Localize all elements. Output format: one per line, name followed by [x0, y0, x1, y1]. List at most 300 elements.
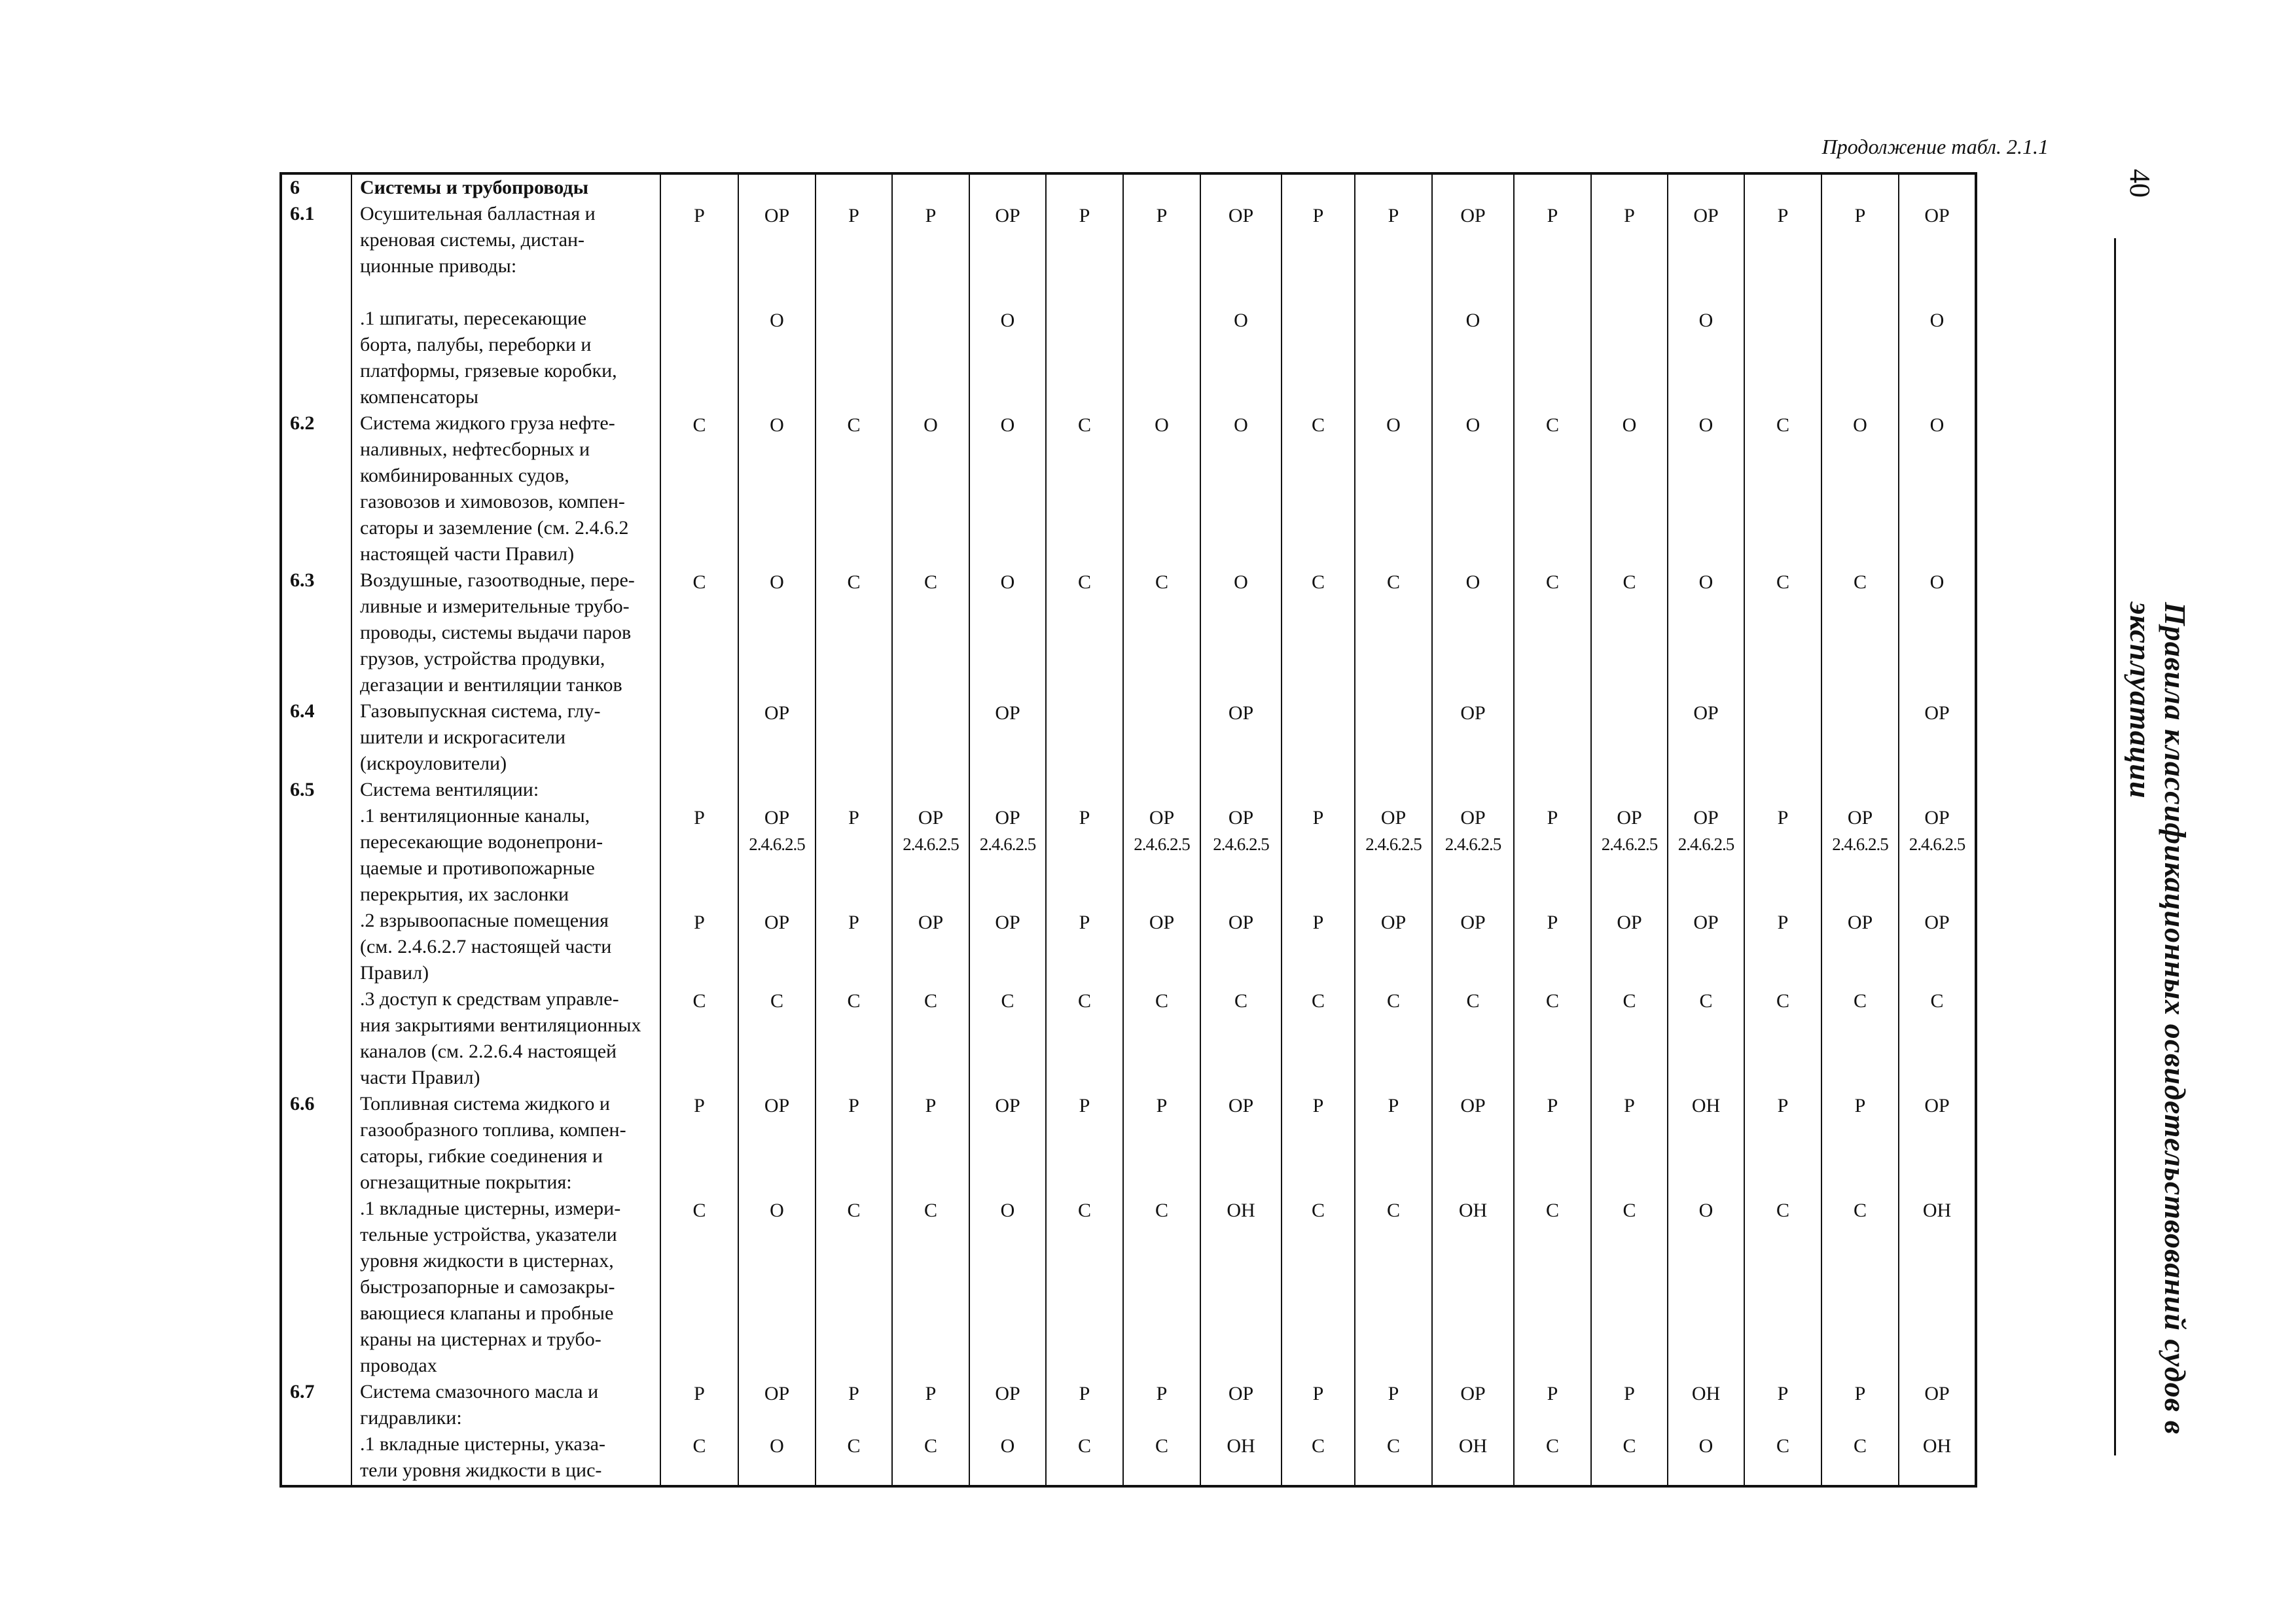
survey-code: О	[1234, 310, 1248, 331]
survey-cell	[1282, 201, 1355, 306]
description-line: креновая системы, дистан-	[360, 229, 585, 251]
table-row	[281, 201, 1976, 306]
survey-cell	[1355, 698, 1432, 777]
survey-cell	[1668, 698, 1744, 777]
survey-cell	[969, 698, 1046, 777]
description-line: газообразного топлива, компен-	[360, 1119, 626, 1141]
survey-cell	[1046, 803, 1123, 908]
survey-code: С	[1545, 1200, 1559, 1221]
table-row	[281, 567, 1976, 698]
survey-code: С	[1386, 990, 1400, 1012]
survey-cell	[1899, 306, 1976, 410]
survey-code: О	[1853, 414, 1867, 436]
survey-code: Р	[848, 912, 859, 933]
description-line: дегазации и вентиляции танков	[360, 674, 622, 696]
survey-cell	[1744, 1091, 1821, 1196]
survey-cell	[816, 698, 892, 777]
table-continuation-caption: Продолжение табл. 2.1.1	[1821, 135, 2049, 158]
description-line: саторы и заземление (см. 2.4.6.2	[360, 517, 629, 539]
survey-cell	[816, 1091, 892, 1196]
survey-cell	[816, 1196, 892, 1379]
survey-cell	[969, 1091, 1046, 1196]
survey-cell	[1123, 698, 1200, 777]
survey-code: ОР	[995, 702, 1020, 724]
survey-code: С	[1077, 414, 1091, 436]
description-line: борта, палубы, переборки и	[360, 334, 592, 355]
survey-cell	[969, 986, 1046, 1091]
survey-cell	[1899, 803, 1976, 908]
survey-code: Р	[694, 205, 705, 226]
survey-code: С	[1155, 990, 1168, 1012]
row-number	[281, 1431, 351, 1486]
survey-code: С	[692, 414, 706, 436]
survey-code: О	[1000, 310, 1015, 331]
survey-cell	[1282, 1379, 1355, 1431]
survey-code: С	[1311, 571, 1325, 593]
survey-code: О	[1698, 310, 1713, 331]
survey-cell	[738, 698, 816, 777]
row-number	[281, 908, 351, 986]
survey-code: Р	[1624, 1383, 1635, 1404]
survey-cell	[1046, 410, 1123, 567]
survey-code: ОР	[1460, 1095, 1486, 1116]
survey-code: Р	[848, 1095, 859, 1116]
survey-code: С	[847, 990, 861, 1012]
survey-cell	[1821, 908, 1899, 986]
survey-code: О	[1155, 414, 1169, 436]
survey-cell	[1821, 410, 1899, 567]
survey-cell	[1668, 803, 1744, 908]
survey-code: ОР	[1460, 702, 1486, 724]
survey-code: С	[1386, 571, 1400, 593]
survey-cell	[892, 777, 969, 803]
survey-code: Р	[1777, 1095, 1789, 1116]
survey-cell	[738, 986, 816, 1091]
survey-code: С	[924, 1435, 937, 1457]
survey-code: ОР	[1847, 807, 1873, 829]
survey-code: С	[692, 990, 706, 1012]
survey-code: ОН	[1922, 1200, 1952, 1221]
rule-reference: 2.4.6.2.5	[1909, 834, 1965, 854]
survey-cell	[1591, 306, 1668, 410]
row-number	[281, 803, 351, 908]
survey-cell	[738, 567, 816, 698]
section-number: 6	[281, 173, 351, 201]
survey-cell	[816, 1379, 892, 1431]
survey-code: С	[924, 571, 937, 593]
row-number: 6.7	[281, 1379, 351, 1431]
survey-cell	[892, 908, 969, 986]
survey-cell	[1355, 908, 1432, 986]
survey-cell	[1744, 986, 1821, 1091]
survey-cell	[1046, 201, 1123, 306]
rule-reference: 2.4.6.2.5	[979, 834, 1036, 854]
survey-code: Р	[848, 1383, 859, 1404]
survey-code: С	[924, 990, 937, 1012]
survey-cell	[1282, 306, 1355, 410]
survey-cell	[1591, 410, 1668, 567]
survey-code: О	[1000, 414, 1015, 436]
survey-code: О	[1929, 571, 1945, 593]
description-line: Топливная система жидкого и	[360, 1093, 610, 1115]
table-row	[281, 410, 1976, 567]
survey-cell	[1899, 1379, 1976, 1431]
survey-code: С	[1311, 1435, 1325, 1457]
survey-cell	[969, 410, 1046, 567]
survey-code: О	[1000, 571, 1015, 593]
description-line: Система смазочного масла и	[360, 1381, 599, 1402]
rule-reference: 2.4.6.2.5	[1134, 834, 1190, 854]
table-row	[281, 777, 1976, 803]
survey-table	[279, 172, 1977, 1488]
survey-code: Р	[1547, 1383, 1558, 1404]
survey-cell	[1282, 698, 1355, 777]
survey-code: С	[1776, 1435, 1789, 1457]
survey-code: О	[1622, 414, 1637, 436]
survey-code: ОН	[1691, 1095, 1721, 1116]
row-number: 6.4	[281, 698, 351, 777]
survey-cell	[1899, 777, 1976, 803]
survey-code: ОР	[764, 807, 790, 829]
survey-code: ОН	[1458, 1200, 1488, 1221]
survey-code: О	[770, 571, 784, 593]
survey-cell	[1046, 698, 1123, 777]
survey-cell	[892, 1196, 969, 1379]
survey-cell	[1200, 410, 1282, 567]
survey-cell	[1744, 908, 1821, 986]
survey-cell	[660, 1431, 738, 1486]
survey-cell	[1821, 1431, 1899, 1486]
description-line: ливные и измерительные трубо-	[360, 596, 630, 617]
survey-code: О	[1929, 414, 1945, 436]
survey-cell	[1355, 1196, 1432, 1379]
survey-cell	[1899, 567, 1976, 698]
survey-cell	[1514, 986, 1591, 1091]
survey-cell	[1821, 1379, 1899, 1431]
survey-cell	[892, 698, 969, 777]
survey-cell	[1514, 777, 1591, 803]
survey-cell	[1432, 908, 1514, 986]
survey-cell	[1514, 1196, 1591, 1379]
survey-cell	[1046, 777, 1123, 803]
survey-code: ОР	[1380, 912, 1407, 933]
survey-cell	[738, 908, 816, 986]
survey-code: ОР	[1924, 205, 1950, 226]
row-description	[351, 908, 660, 986]
description-line: быстрозапорные и самозакры-	[360, 1276, 615, 1298]
row-number: 6.1	[281, 201, 351, 306]
survey-cell	[660, 410, 738, 567]
survey-code: С	[1853, 1200, 1867, 1221]
side-rule	[2114, 238, 2116, 1455]
survey-cell	[816, 201, 892, 306]
survey-cell	[660, 803, 738, 908]
survey-cell	[1046, 1091, 1123, 1196]
survey-code: С	[847, 571, 861, 593]
survey-code: ОР	[1460, 205, 1486, 226]
survey-cell	[1668, 1431, 1744, 1486]
survey-code: С	[692, 571, 706, 593]
survey-cell	[738, 777, 816, 803]
survey-code: О	[770, 1200, 784, 1221]
description-line: саторы, гибкие соединения и	[360, 1145, 603, 1167]
survey-code: С	[1545, 571, 1559, 593]
row-description	[351, 698, 660, 777]
survey-cell	[660, 567, 738, 698]
row-description	[351, 1431, 660, 1486]
survey-code: ОР	[918, 807, 944, 829]
survey-code: ОР	[1228, 912, 1254, 933]
survey-code: ОР	[764, 205, 790, 226]
survey-cell	[1432, 306, 1514, 410]
survey-code: Р	[848, 205, 859, 226]
page-number: 40	[2124, 169, 2156, 198]
survey-code: Р	[1312, 912, 1324, 933]
survey-code: О	[1465, 310, 1480, 331]
survey-code: Р	[1079, 1383, 1090, 1404]
survey-code: Р	[1854, 205, 1866, 226]
survey-cell	[1514, 410, 1591, 567]
row-description	[351, 777, 660, 803]
survey-code: ОР	[1924, 1095, 1950, 1116]
survey-code: ОР	[1924, 1383, 1950, 1404]
survey-cell	[1514, 698, 1591, 777]
survey-code: Р	[1624, 1095, 1635, 1116]
survey-cell	[969, 1431, 1046, 1486]
survey-cell	[660, 306, 738, 410]
survey-cell	[1123, 1091, 1200, 1196]
survey-code: С	[1699, 990, 1713, 1012]
table-row	[281, 1196, 1976, 1379]
description-line: Система вентиляции:	[360, 779, 539, 800]
survey-cell	[1744, 306, 1821, 410]
survey-code: С	[1545, 1435, 1559, 1457]
survey-cell	[1668, 1379, 1744, 1431]
survey-cell	[1355, 410, 1432, 567]
survey-cell	[892, 567, 969, 698]
survey-cell	[892, 803, 969, 908]
survey-code: ОР	[764, 1383, 790, 1404]
survey-code: О	[1234, 571, 1248, 593]
survey-cell	[1899, 410, 1976, 567]
survey-cell	[1355, 986, 1432, 1091]
survey-cell	[1355, 1379, 1432, 1431]
survey-cell	[1432, 1091, 1514, 1196]
description-line: грузов, устройства продувки,	[360, 648, 605, 669]
survey-cell	[816, 986, 892, 1091]
survey-cell	[1123, 908, 1200, 986]
survey-code: С	[1776, 990, 1789, 1012]
survey-cell	[738, 803, 816, 908]
survey-cell	[1744, 410, 1821, 567]
survey-code: Р	[694, 912, 705, 933]
survey-cell	[1668, 201, 1744, 306]
survey-cell	[1899, 698, 1976, 777]
survey-code: ОР	[1460, 912, 1486, 933]
survey-code: С	[1155, 1200, 1168, 1221]
survey-code: ОР	[995, 1095, 1020, 1116]
description-line: компенсаторы	[360, 386, 478, 408]
survey-cell	[1282, 1431, 1355, 1486]
row-description	[351, 1196, 660, 1379]
description-line: (см. 2.4.6.2.7 настоящей части	[360, 936, 612, 957]
survey-code: С	[1930, 990, 1944, 1012]
survey-cell	[1046, 1431, 1123, 1486]
survey-code: С	[1623, 1200, 1636, 1221]
survey-cell	[1432, 1379, 1514, 1431]
survey-code: ОН	[1922, 1435, 1952, 1457]
survey-cell	[816, 777, 892, 803]
survey-code: С	[1853, 571, 1867, 593]
survey-cell	[1432, 1196, 1514, 1379]
survey-code: Р	[925, 1383, 937, 1404]
survey-code: Р	[1156, 205, 1168, 226]
survey-code: Р	[1777, 807, 1789, 829]
survey-code: ОР	[1460, 807, 1486, 829]
survey-code: ОР	[1617, 912, 1642, 933]
survey-cell	[1282, 1196, 1355, 1379]
survey-cell	[1591, 1379, 1668, 1431]
survey-cell	[1432, 410, 1514, 567]
survey-cell	[1821, 1196, 1899, 1379]
survey-code: Р	[694, 1095, 705, 1116]
row-number	[281, 306, 351, 410]
survey-cell	[969, 567, 1046, 698]
survey-code: ОН	[1227, 1435, 1255, 1457]
survey-cell	[1355, 567, 1432, 698]
survey-cell	[1123, 777, 1200, 803]
survey-code: ОР	[1228, 205, 1254, 226]
description-line: перекрытия, их заслонки	[360, 883, 569, 905]
description-line: шители и искрогасители	[360, 726, 566, 748]
survey-code: С	[1853, 1435, 1867, 1457]
survey-cell	[1046, 1379, 1123, 1431]
table-row	[281, 306, 1976, 410]
survey-cell	[1355, 306, 1432, 410]
survey-code: О	[1698, 1200, 1713, 1221]
survey-code: О	[770, 310, 784, 331]
survey-code: Р	[1312, 205, 1324, 226]
survey-code: С	[924, 1200, 937, 1221]
survey-cell	[660, 698, 738, 777]
survey-code: Р	[1156, 1095, 1168, 1116]
survey-cell	[1123, 803, 1200, 908]
survey-cell	[816, 1431, 892, 1486]
survey-cell	[1123, 1431, 1200, 1486]
survey-code: Р	[1312, 1095, 1324, 1116]
survey-code: ОР	[1847, 912, 1873, 933]
survey-code: Р	[925, 205, 937, 226]
survey-cell	[1821, 986, 1899, 1091]
survey-code: ОР	[764, 1095, 790, 1116]
survey-cell	[969, 777, 1046, 803]
survey-cell	[892, 201, 969, 306]
survey-cell	[1432, 986, 1514, 1091]
survey-cell	[1432, 777, 1514, 803]
survey-code: О	[1386, 414, 1401, 436]
survey-code: Р	[1547, 205, 1558, 226]
survey-cell	[660, 1091, 738, 1196]
survey-cell	[1591, 1431, 1668, 1486]
running-title: Правила классификационных освидетельствований судов в эксплуатации	[2124, 602, 2192, 1435]
survey-cell	[892, 986, 969, 1091]
rule-reference: 2.4.6.2.5	[1213, 834, 1269, 854]
survey-cell	[1668, 410, 1744, 567]
survey-cell	[1123, 1379, 1200, 1431]
survey-code: ОР	[764, 702, 790, 724]
survey-cell	[1514, 1379, 1591, 1431]
survey-code: О	[1698, 1435, 1713, 1457]
description-line: проводы, системы выдачи паров	[360, 622, 632, 643]
survey-code: С	[1386, 1200, 1400, 1221]
survey-cell	[1744, 803, 1821, 908]
survey-cell	[1591, 1196, 1668, 1379]
survey-code: С	[1623, 1435, 1636, 1457]
survey-cell	[969, 908, 1046, 986]
rule-reference: 2.4.6.2.5	[1444, 834, 1501, 854]
survey-code: Р	[1624, 205, 1635, 226]
survey-cell	[738, 410, 816, 567]
survey-code: Р	[1312, 1383, 1324, 1404]
description-line: каналов (см. 2.2.6.4 настоящей	[360, 1041, 617, 1062]
survey-code: Р	[1079, 807, 1090, 829]
survey-code: Р	[1854, 1095, 1866, 1116]
survey-cell	[1282, 410, 1355, 567]
survey-code: О	[1000, 1200, 1015, 1221]
survey-code: С	[1155, 571, 1168, 593]
rule-reference: 2.4.6.2.5	[1365, 834, 1422, 854]
survey-cell	[1046, 1196, 1123, 1379]
survey-code: С	[1077, 1200, 1091, 1221]
survey-code: ОР	[1924, 702, 1950, 724]
survey-cell	[1899, 986, 1976, 1091]
survey-code: С	[1853, 990, 1867, 1012]
survey-cell	[1899, 1091, 1976, 1196]
survey-code: Р	[694, 807, 705, 829]
survey-code: Р	[1547, 1095, 1558, 1116]
survey-cell	[892, 1431, 969, 1486]
survey-code: С	[1776, 571, 1789, 593]
survey-cell	[660, 908, 738, 986]
survey-code: Р	[1777, 912, 1789, 933]
survey-code: С	[1776, 1200, 1789, 1221]
survey-code: ОР	[1924, 912, 1950, 933]
survey-cell	[1355, 777, 1432, 803]
survey-code: Р	[694, 1383, 705, 1404]
survey-cell	[1591, 698, 1668, 777]
survey-code: О	[1234, 414, 1248, 436]
survey-code: С	[1386, 1435, 1400, 1457]
survey-code: ОР	[1228, 1383, 1254, 1404]
table-row	[281, 986, 1976, 1091]
survey-cell	[1200, 908, 1282, 986]
survey-cell	[1432, 201, 1514, 306]
survey-cell	[660, 777, 738, 803]
survey-cell	[1046, 986, 1123, 1091]
section-title: Системы и трубопроводы	[351, 173, 660, 201]
survey-code: ОН	[1458, 1435, 1488, 1457]
survey-code: ОР	[1228, 1095, 1254, 1116]
survey-code: Р	[1547, 807, 1558, 829]
survey-cell	[1282, 777, 1355, 803]
row-number: 6.5	[281, 777, 351, 803]
survey-code: ОР	[1460, 1383, 1486, 1404]
description-line: огнезащитные покрытия:	[360, 1171, 572, 1193]
description-line: платформы, грязевые коробки,	[360, 360, 617, 382]
survey-cell	[1514, 908, 1591, 986]
survey-code: С	[847, 414, 861, 436]
survey-cell	[738, 1431, 816, 1486]
